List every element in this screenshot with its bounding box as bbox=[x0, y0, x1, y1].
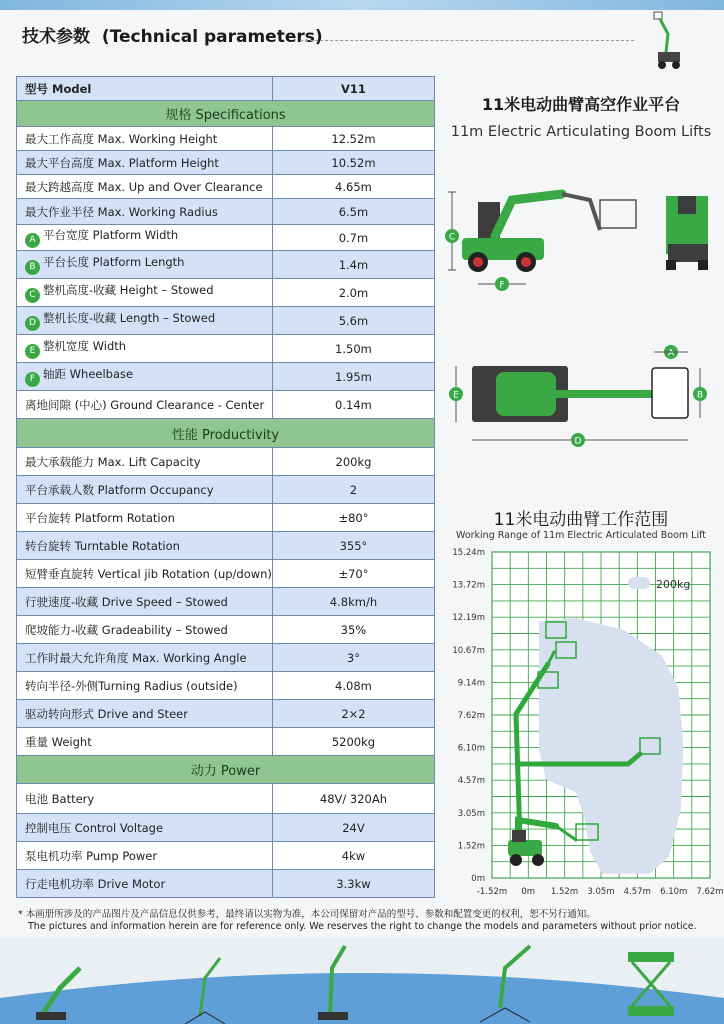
spec-row bbox=[17, 784, 435, 814]
top-view-drawing bbox=[440, 340, 724, 450]
page-title-en: (Technical parameters) bbox=[101, 27, 323, 47]
spec-row bbox=[17, 644, 435, 672]
spec-label-cell bbox=[17, 307, 273, 335]
spec-row bbox=[17, 728, 435, 756]
boom-lift-icon bbox=[648, 12, 688, 72]
spec-label-cell bbox=[17, 616, 273, 644]
spec-label-cell bbox=[17, 672, 273, 700]
spec-label: 控制电压 Control Voltage bbox=[25, 820, 164, 835]
spec-row bbox=[17, 175, 435, 199]
spec-row bbox=[17, 391, 435, 419]
spec-value: 2×2 bbox=[272, 700, 434, 728]
spec-label: 重量 Weight bbox=[25, 734, 92, 749]
spec-row bbox=[17, 199, 435, 225]
spec-row bbox=[17, 814, 435, 842]
spec-label: 最大工作高度 Max. Working Height bbox=[25, 131, 218, 146]
dimension-badge: E bbox=[25, 344, 40, 359]
y-tick-label: 7.62m bbox=[457, 711, 485, 721]
spec-value: 10.52m bbox=[272, 151, 434, 175]
range-title-en: Working Range of 11m Electric Articulated Boom Lift bbox=[455, 530, 706, 541]
dimension-badge: D bbox=[25, 316, 40, 331]
spec-label-cell bbox=[17, 504, 273, 532]
spec-value: 24V bbox=[272, 814, 434, 842]
spec-label: 电池 Battery bbox=[25, 791, 95, 806]
spec-row bbox=[17, 532, 435, 560]
spec-label-cell bbox=[17, 448, 273, 476]
top-banner bbox=[0, 0, 724, 10]
spec-value: 0.7m bbox=[272, 225, 434, 251]
spec-label: 工作时最大允许角度 Max. Working Angle bbox=[25, 650, 247, 665]
dim-a-label: A bbox=[667, 348, 675, 359]
spec-label-cell bbox=[17, 335, 273, 363]
spec-label: 整机长度-收藏 Length – Stowed bbox=[43, 311, 216, 325]
spec-value: 4.65m bbox=[272, 175, 434, 199]
spec-value: ±80° bbox=[272, 504, 434, 532]
legend-swatch bbox=[628, 577, 650, 589]
spec-label: 行走电机功率 Drive Motor bbox=[25, 876, 166, 891]
disclaimer-en: The pictures and information herein are for reference only. We reserves the right to change the models and parameters without prior notice. bbox=[28, 921, 697, 932]
spec-value: 2.0m bbox=[272, 279, 434, 307]
section-header bbox=[17, 756, 435, 784]
y-tick-label: 10.67m bbox=[452, 645, 485, 656]
working-range-chart bbox=[448, 544, 724, 900]
model-value: V11 bbox=[272, 77, 434, 101]
spec-row bbox=[17, 870, 435, 898]
side-view-drawing bbox=[440, 180, 724, 295]
spec-value: 0.14m bbox=[272, 391, 434, 419]
spec-label-cell bbox=[17, 644, 273, 672]
spec-label: 最大作业半径 Max. Working Radius bbox=[25, 204, 218, 219]
spec-row bbox=[17, 127, 435, 151]
spec-label-cell bbox=[17, 127, 273, 151]
spec-label: 转向半径-外侧Turning Radius (outside) bbox=[25, 678, 238, 693]
dimension-badge: B bbox=[25, 260, 40, 275]
section-title: 动力 Power bbox=[17, 756, 435, 784]
spec-row bbox=[17, 476, 435, 504]
dim-c-label: C bbox=[448, 232, 456, 243]
y-tick-label: 3.05m bbox=[457, 808, 485, 819]
spec-row bbox=[17, 363, 435, 391]
spec-value: 5200kg bbox=[272, 728, 434, 756]
spec-label: 整机宽度 Width bbox=[43, 339, 127, 353]
spec-row bbox=[17, 560, 435, 588]
x-tick-label: 3.05m bbox=[587, 887, 615, 897]
spec-label-cell bbox=[17, 279, 273, 307]
section-header bbox=[17, 419, 435, 448]
spec-row bbox=[17, 225, 435, 251]
x-tick-label: 0m bbox=[521, 887, 536, 897]
y-tick-label: 0m bbox=[471, 874, 485, 884]
dim-d-label: D bbox=[574, 436, 582, 447]
spec-label: 爬坡能力-收藏 Gradeability – Stowed bbox=[25, 622, 228, 637]
spec-row bbox=[17, 335, 435, 363]
y-tick-label: 1.52m bbox=[457, 841, 485, 852]
spec-value: 6.5m bbox=[272, 199, 434, 225]
x-tick-label: -1.52m bbox=[476, 887, 508, 897]
spec-label: 离地间隙 (中心) Ground Clearance - Center bbox=[25, 397, 265, 412]
y-tick-label: 4.57m bbox=[457, 776, 485, 787]
spec-value: 35% bbox=[272, 616, 434, 644]
page-title-cn: 技术参数 bbox=[22, 27, 90, 47]
spec-label-cell bbox=[17, 391, 273, 419]
y-tick-label: 9.14m bbox=[457, 678, 485, 689]
spec-value: 4.08m bbox=[272, 672, 434, 700]
y-axis-ticks bbox=[452, 548, 485, 884]
spec-label-cell bbox=[17, 588, 273, 616]
spec-row bbox=[17, 151, 435, 175]
spec-label-cell bbox=[17, 151, 273, 175]
spec-value: 48V/ 320Ah bbox=[272, 784, 434, 814]
spec-value: 1.95m bbox=[272, 363, 434, 391]
spec-row bbox=[17, 251, 435, 279]
spec-label: 驱动转向形式 Drive and Steer bbox=[25, 706, 188, 721]
spec-label: 平台承载人数 Platform Occupancy bbox=[25, 482, 214, 497]
spec-row bbox=[17, 588, 435, 616]
spec-row bbox=[17, 307, 435, 335]
spec-label-cell bbox=[17, 814, 273, 842]
spec-label-cell bbox=[17, 700, 273, 728]
spec-label: 转台旋转 Turntable Rotation bbox=[25, 538, 180, 553]
x-tick-label: 1.52m bbox=[550, 887, 579, 897]
spec-label: 平台宽度 Platform Width bbox=[43, 228, 179, 242]
y-tick-label: 13.72m bbox=[452, 580, 485, 591]
spec-label-cell bbox=[17, 784, 273, 814]
spec-label-cell bbox=[17, 175, 273, 199]
x-tick-label: 6.10m bbox=[660, 887, 688, 897]
spec-value: 1.4m bbox=[272, 251, 434, 279]
spec-row bbox=[17, 279, 435, 307]
spec-label-cell bbox=[17, 728, 273, 756]
spec-label-cell bbox=[17, 842, 273, 870]
spec-label: 最大平台高度 Max. Platform Height bbox=[25, 155, 219, 170]
disclaimer-cn: * 本画册所涉及的产品图片及产品信息仅供参考，最终请以实物为准，本公司保留对产品的型号、参数和配置变更的权利，恕不另行通知。 bbox=[18, 909, 596, 920]
spec-row bbox=[17, 700, 435, 728]
dimension-badge: F bbox=[25, 372, 40, 387]
model-row bbox=[17, 77, 435, 101]
spec-label: 轴距 Wheelbase bbox=[43, 367, 134, 381]
spec-label-cell bbox=[17, 476, 273, 504]
spec-label-cell bbox=[17, 532, 273, 560]
spec-row bbox=[17, 616, 435, 644]
dimension-badge: A bbox=[25, 233, 40, 248]
spec-row bbox=[17, 504, 435, 532]
spec-label-cell bbox=[17, 363, 273, 391]
y-tick-label: 12.19m bbox=[452, 613, 485, 624]
x-tick-label: 4.57m bbox=[623, 887, 651, 897]
spec-value: 3.3kw bbox=[272, 870, 434, 898]
title-divider bbox=[300, 40, 634, 41]
spec-label-cell bbox=[17, 560, 273, 588]
chart-legend bbox=[628, 577, 690, 591]
x-tick-label: 7.62m bbox=[696, 887, 724, 897]
dim-f-label: F bbox=[499, 280, 505, 291]
spec-label: 泵电机功率 Pump Power bbox=[25, 848, 158, 863]
spec-value: 1.50m bbox=[272, 335, 434, 363]
spec-label: 整机高度-收藏 Height – Stowed bbox=[43, 283, 214, 297]
page-title bbox=[22, 22, 323, 47]
footer-product-gallery bbox=[0, 938, 724, 1024]
y-tick-label: 6.10m bbox=[457, 743, 485, 754]
spec-label-cell bbox=[17, 251, 273, 279]
spec-label: 短臂垂直旋转 Vertical jib Rotation (up/down) bbox=[25, 566, 272, 581]
spec-value: 200kg bbox=[272, 448, 434, 476]
spec-value: 355° bbox=[272, 532, 434, 560]
section-header bbox=[17, 101, 435, 127]
spec-table bbox=[16, 76, 435, 898]
spec-value: ±70° bbox=[272, 560, 434, 588]
spec-label: 行驶速度-收藏 Drive Speed – Stowed bbox=[25, 594, 228, 609]
range-title-cn: 11米电动曲臂工作范围 bbox=[493, 510, 669, 530]
spec-row bbox=[17, 672, 435, 700]
spec-label: 平台旋转 Platform Rotation bbox=[25, 510, 175, 525]
spec-value: 12.52m bbox=[272, 127, 434, 151]
spec-value: 3° bbox=[272, 644, 434, 672]
product-title-en: 11m Electric Articulating Boom Lifts bbox=[450, 124, 712, 140]
spec-label-cell bbox=[17, 870, 273, 898]
section-title: 性能 Productivity bbox=[17, 419, 435, 448]
spec-label-cell bbox=[17, 199, 273, 225]
spec-label: 平台长度 Platform Length bbox=[43, 255, 185, 269]
legend-label: 200kg bbox=[656, 578, 691, 591]
model-label: 型号 Model bbox=[17, 77, 273, 101]
spec-label: 最大跨越高度 Max. Up and Over Clearance bbox=[25, 179, 263, 194]
spec-value: 4kw bbox=[272, 842, 434, 870]
spec-value: 4.8km/h bbox=[272, 588, 434, 616]
dim-e-label: E bbox=[453, 390, 459, 401]
spec-value: 2 bbox=[272, 476, 434, 504]
spec-row bbox=[17, 448, 435, 476]
section-title: 规格 Specifications bbox=[17, 101, 435, 127]
product-title-cn: 11米电动曲臂高空作业平台 bbox=[481, 95, 681, 114]
spec-label: 最大承载能力 Max. Lift Capacity bbox=[25, 454, 201, 469]
y-tick-label: 15.24m bbox=[452, 548, 485, 558]
spec-label-cell bbox=[17, 225, 273, 251]
dimension-badge: C bbox=[25, 288, 40, 303]
spec-value: 5.6m bbox=[272, 307, 434, 335]
dim-b-label: B bbox=[696, 390, 704, 401]
spec-row bbox=[17, 842, 435, 870]
x-axis-ticks bbox=[477, 887, 724, 897]
